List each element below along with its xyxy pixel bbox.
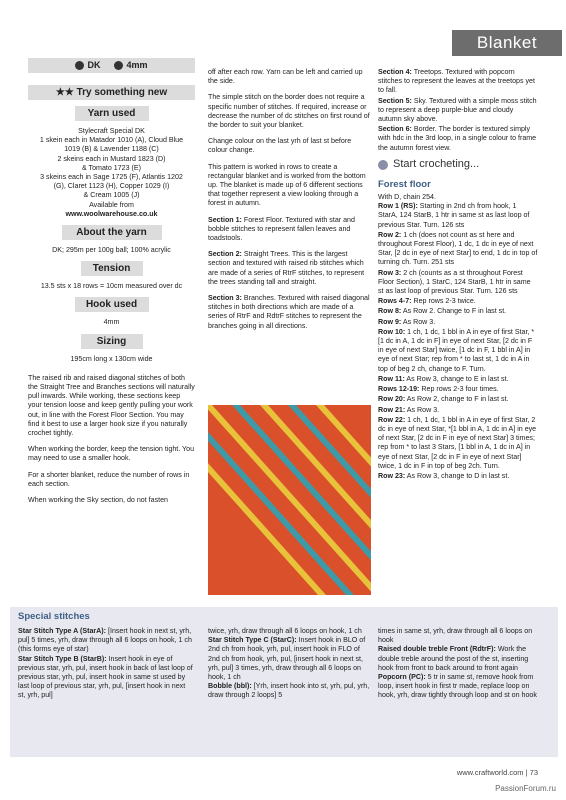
- hook-used-heading: Hook used: [75, 297, 149, 312]
- stitch-definition: Star Stitch Type B (StarB): Insert hook in eye of previous star, yrh, pul, insert hook in back of last loop of previous star, yrh, pul, insert hook in same st used by last loop of previous star, yrh, pul, [insert hook in next st, yrh, pul]: [18, 654, 193, 700]
- section-description: Section 6: Border. The border is textured simply with hdc in the 3rd loop, in a single colour to frame the autumn forest view.: [378, 125, 537, 152]
- notes-column: [208, 68, 371, 338]
- blanket-photo: [208, 405, 371, 595]
- special-column: [208, 627, 370, 701]
- bullet-icon: [378, 160, 388, 170]
- pattern-row: Row 2: 1 ch (does not count as st here and throughout Forest Floor), 1 dc, 1 dc in eye of next Star, [2 dc in eye of next Star] to end, 1 dc in top of turning ch. Turn. 251 sts: [378, 230, 538, 267]
- yarn-line: & Cream 1005 (J): [83, 191, 140, 200]
- page-number: 73: [529, 768, 538, 777]
- pattern-row: Rows 12-19: Rep rows 2-3 four times.: [378, 385, 499, 394]
- start-crocheting-heading: Start crocheting...: [378, 160, 538, 170]
- yarn-line: Stylecraft Special DK: [78, 127, 145, 135]
- striped-blanket-image: [208, 405, 371, 595]
- footer-site[interactable]: www.craftworld.com: [456, 768, 524, 777]
- note-paragraph: This pattern is worked in rows to create a rectangular blanket and is worked from the bottom up. The blanket is made up of 6 different sections that together represent a view looking through a forest in autumn.: [208, 162, 366, 208]
- difficulty-heading: ★★ Try something new: [28, 85, 195, 100]
- sizing-text: 195cm long x 130cm wide: [70, 354, 153, 363]
- yarn-line: & Tomato 1723 (E): [81, 163, 141, 172]
- special-stitches-box: [10, 607, 558, 757]
- yarn-weight-box: [28, 58, 195, 73]
- note-paragraph: For a shorter blanket, reduce the number of rows in each section.: [28, 470, 190, 488]
- pattern-row: Row 20: As Row 2, change to F in last st.: [378, 395, 509, 404]
- pattern-row: Row 8: As Row 2. Change to F in last st.: [378, 307, 507, 316]
- hook-size: 4mm: [114, 61, 147, 70]
- special-column: [378, 627, 540, 701]
- sizing-heading: Sizing: [81, 334, 143, 349]
- pattern-row: Row 23: As Row 3, change to D in last st.: [378, 471, 510, 480]
- pattern-row: Row 21: As Row 3.: [378, 405, 440, 414]
- forest-intro: With D, chain 254.: [378, 193, 436, 202]
- pattern-row: Row 3: 2 ch (counts as a st throughout Forest Floor Section), 1 StarC, 124 StarB, 1 htr in same st as last loop of previous Star. Turn. 126 sts: [378, 268, 531, 296]
- stitch-definition: Popcorn (PC): 5 tr in same st, remove hook from loop, insert hook in first tr made, replace loop on hook, yrh, draw tightly through loop and st on hook: [378, 673, 537, 700]
- pattern-row: Row 11: As Row 3, change to E in last st.: [378, 374, 509, 383]
- stitch-definition: twice, yrh, draw through all 6 loops on hook, 1 ch: [208, 627, 362, 635]
- yarn-line: 3 skeins each in Sage 1725 (F), Atlantis 1202: [40, 173, 183, 182]
- tension-heading: Tension: [81, 261, 143, 276]
- intro-notes: [28, 374, 195, 505]
- section-description: Section 2: Straight Trees. This is the largest section and textured with raised rib stitches which are made of a series of RtrF stitches, to represent the trees standing tall and straight.: [208, 250, 365, 286]
- ball-icon: [75, 61, 84, 70]
- special-stitches-heading: Special stitches: [18, 611, 90, 622]
- stitch-definition: Raised double treble Front (RdtrF): Work the double treble around the post of the st, inserting hook from front to back around to front again: [378, 645, 529, 672]
- note-paragraph: The simple stitch on the border does not require a specific number of stitches. If required, increase or decrease the number of dc stitches on first round of the border to suit your blanket.: [208, 93, 370, 130]
- page-footer: www.craftworld.com | 73: [456, 768, 538, 777]
- section-description: Section 4: Treetops. Textured with popcorn stitches to represent the leaves at the treetops yet to fall.: [378, 68, 535, 95]
- row-list: [378, 202, 538, 481]
- section-description: Section 1: Forest Floor. Textured with star and bobble stitches to represent fallen leaves and toadstools.: [208, 215, 355, 243]
- special-column: [18, 627, 194, 701]
- tension-text: 13.5 sts x 18 rows = 10cm measured over dc: [40, 282, 183, 291]
- about-yarn-heading: About the yarn: [62, 225, 162, 240]
- yarn-line: 1019 (B) & Lavender 1188 (C): [64, 145, 159, 154]
- note-paragraph: Change colour on the last yrh of last st before colour change.: [208, 137, 352, 155]
- note-paragraph: The raised rib and raised diagonal stitches of both the Straight Tree and Branches sections will naturally pull inwards. While working, these sections keep your tension loose and keep gently pulling your work out, in line with the Forest Floor Section. You may find it best to use a larger hook size if you naturally crochet tightly.: [28, 373, 195, 438]
- stitch-definition: Star Stitch Type C (StarC): Insert hook in BLO of 2nd ch from hook, yrh, pul, insert hook in FLO of 2nd ch from hook, yrh, pul, [insert hook in next st, yrh, pul] 3 times, yrh, draw through all 6 loops on hook, 1 ch: [208, 636, 366, 682]
- info-column: [28, 58, 195, 512]
- note-paragraph: When working the border, keep the tension tight. You may need to use a smaller hook.: [28, 445, 195, 463]
- hook-icon: [114, 61, 123, 70]
- forest-floor-heading: Forest floor: [378, 178, 431, 190]
- stitch-definition: times in same st, yrh, draw through all 6 loops on hook: [378, 627, 533, 645]
- pattern-row: Row 22: 1 ch, 1 dc, 1 bbl in A in eye of first Star, 2 dc in eye of next Star, *[1 bbl in A, 1 dc in A] in eye of next Star, [2 dc in F in eye of next Star] 3 times; rep from * to last 3 Stars, [1 bbl in A, 1 dc in A] in eye of next Star, [2 dc in F in eye of next Star] twice, 1 dc in F in top of beg 2ch. Turn.: [378, 415, 537, 470]
- yarn-weight: DK: [75, 61, 100, 70]
- website-link[interactable]: www.woolwarehouse.co.uk: [65, 209, 158, 218]
- section-description: Section 5: Sky. Textured with a simple moss stitch to represent a deep purple-blue and cloudy autumn sky above.: [378, 96, 537, 124]
- note-paragraph: off after each row. Yarn can be left and carried up the side.: [208, 68, 363, 86]
- yarn-used-heading: Yarn used: [75, 106, 149, 121]
- pattern-column: [378, 68, 538, 482]
- about-yarn-text: DK; 295m per 100g ball; 100% acrylic: [52, 246, 171, 255]
- yarn-line: Available from: [89, 200, 134, 209]
- hook-used-text: 4mm: [103, 318, 120, 327]
- yarn-used-list: [28, 127, 195, 219]
- section-description: Section 3: Branches. Textured with raised diagonal stitches in both directions which are made of a series of RtrF and RdtrF stitches to represent the branches going in all directions.: [208, 294, 370, 330]
- section-tag: Blanket: [452, 30, 562, 56]
- stitch-definition: Bobble (bbl): [Yrh, insert hook into st, yrh, pul, yrh, draw through 2 loops] 5: [208, 682, 370, 700]
- yarn-line: 2 skeins each in Mustard 1823 (D): [57, 154, 166, 163]
- pattern-row: Row 1 (RS): Starting in 2nd ch from hook, 1 StarA, 124 StarB, 1 htr in same st as last loop of previous Star. Turn. 126 sts: [378, 202, 530, 229]
- pattern-row: Rows 4-7: Rep rows 2-3 twice.: [378, 297, 476, 306]
- pattern-row: Row 10: 1 ch, 1 dc, 1 bbl in A in eye of first Star, *[1 dc in A, 1 dc in F] in eye of next Star, [2 dc in F in eye of next Star] twice, [1 dc in F, 1 bbl in A] in eye of next Star; rep from * to last st, 1 dc in A in top of beg 2 ch, change to F. Turn.: [378, 327, 535, 373]
- pattern-row: Row 9: As Row 3.: [378, 317, 436, 326]
- stitch-definition: Star Stitch Type A (StarA): [Insert hook in next st, yrh, pul] 5 times, yrh, draw through all 6 loops on hook, 1 ch (this forms eye of star): [18, 627, 192, 654]
- watermark: PassionForum.ru: [495, 784, 556, 793]
- note-paragraph: When working the Sky section, do not fasten: [28, 496, 168, 505]
- yarn-line: (G), Claret 1123 (H), Copper 1029 (I): [53, 182, 170, 191]
- yarn-line: 1 skein each in Matador 1010 (A), Cloud Blue: [39, 136, 184, 145]
